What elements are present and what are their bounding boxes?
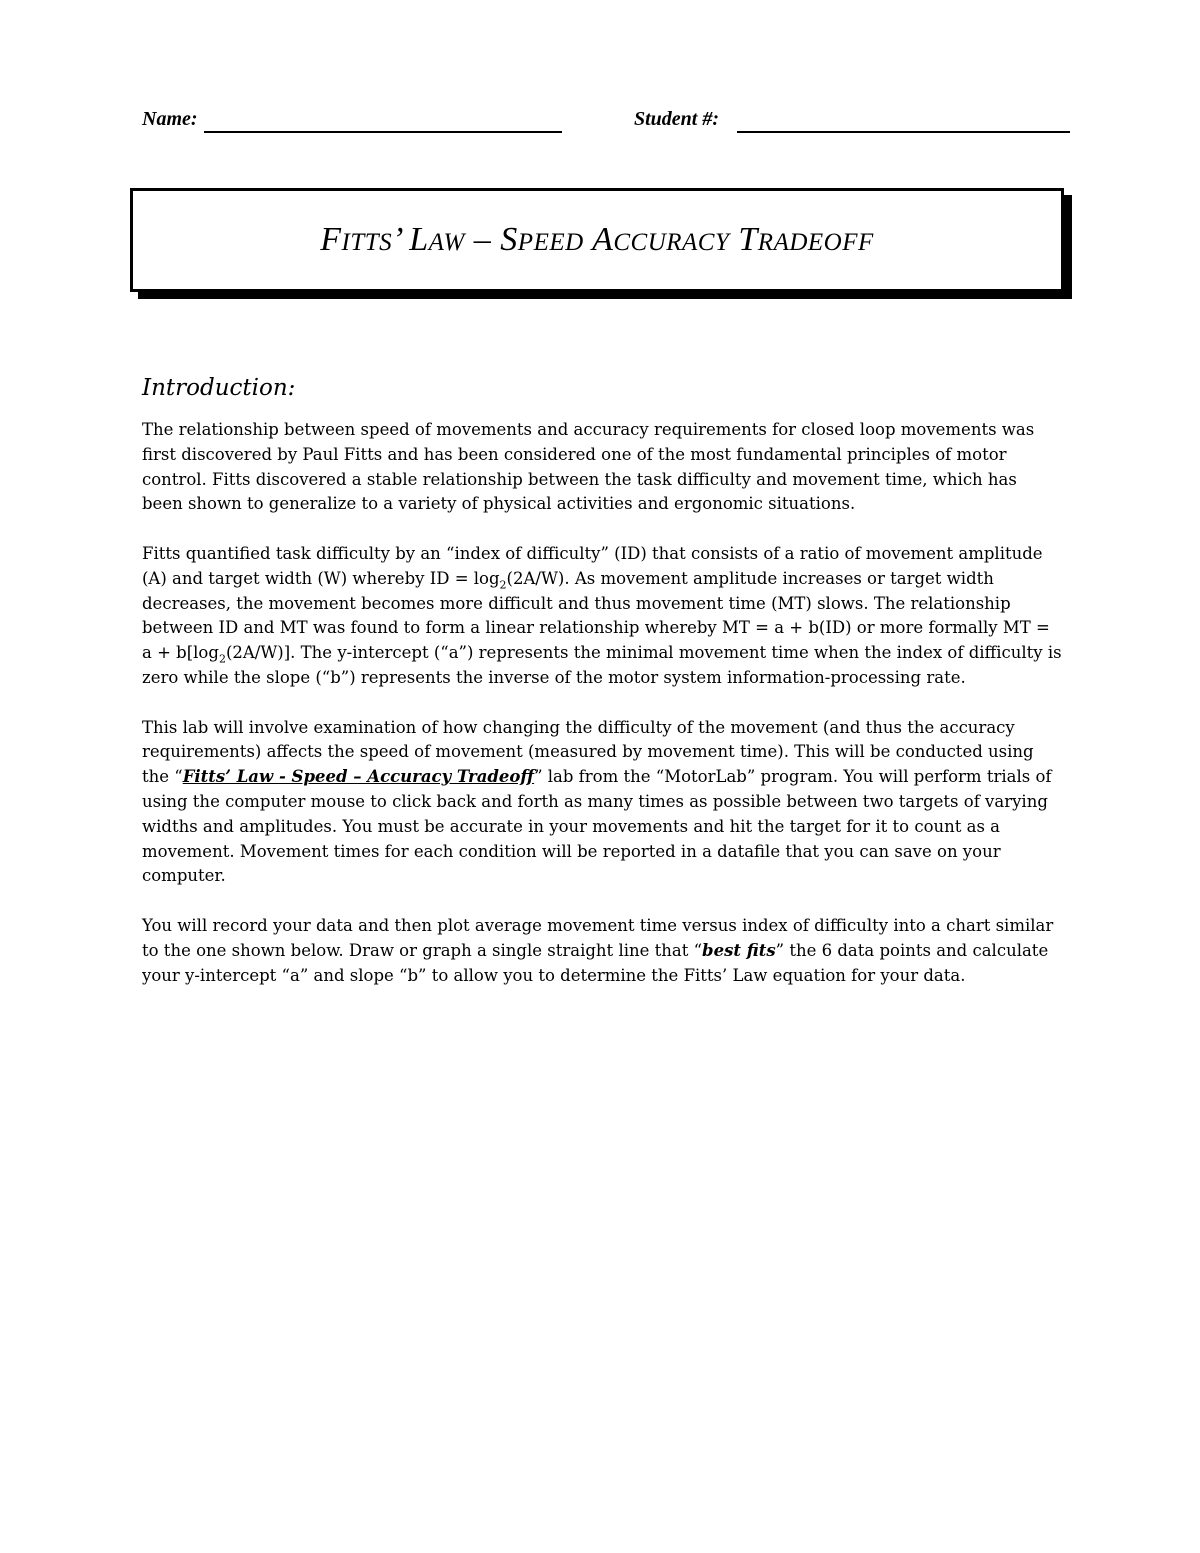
title-box (130, 188, 1064, 292)
introduction-body (142, 418, 1062, 1013)
introduction-heading: Introduction: (142, 375, 296, 402)
student-number-label: Student #: (634, 108, 720, 130)
student-info-header (142, 108, 1072, 138)
student-number-blank-line[interactable] (737, 131, 1070, 133)
best-fits-emphasis: best fits (702, 940, 776, 960)
paragraph-2: Fitts quantified task difficulty by an “index of difficulty” (ID) that consists of a ratio of movement amplitude (A) and target width (W) whereby ID = $\log_2(2A/W)$. As movement amplitude increases or target width decreases, the movement becomes more difficult and thus movement time (MT) slows. The relationship between ID and MT was found to form a linear relationship whereby MT = a + b(ID) or more formally MT = $a + b[\log_2(2A/W)]$. The y-intercept (“a”) represents the minimal movement time when the index of difficulty is zero while the slope (“b”) represents the inverse of the motor system information-processing rate. (142, 543, 1062, 687)
paragraph-1: The relationship between speed of movements and accuracy requirements for closed loop movements was first discovered by Paul Fitts and has been considered one of the most fundamental principles of motor control. Fitts discovered a stable relationship between the task difficulty and movement time, which has been shown to generalize to a variety of physical activities and ergonomic situations. (142, 420, 1035, 514)
name-blank-line[interactable] (204, 131, 562, 133)
document-title: FITTS’ LAW – SPEED ACCURACY TRADEOFF (320, 221, 874, 258)
lab-title-link: Fitts’ Law - Speed – Accuracy Tradeoff (182, 767, 535, 787)
name-label: Name: (142, 108, 198, 130)
paragraph-4: You will record your data and then plot average movement time versus index of difficulty into a chart similar to the one shown below. Draw or graph a single straight line that “best fits” the 6 data points and calculate your y-intercept “a” and slope “b” to allow you to determine the Fitts’ Law equation for your data. (142, 915, 1054, 985)
paragraph-3: This lab will involve examination of how changing the difficulty of the movement (and thus the accuracy requirements) affects the speed of movement (measured by movement time). This will be conducted using the “Fitts’ Law - Speed – Accuracy Tradeoff” lab from the “MotorLab” program. You will perform trials of using the computer mouse to click back and forth as many times as possible between two targets of varying widths and amplitudes. You must be accurate in your movements and hit the target for it to count as a movement. Movement times for each condition will be reported in a datafile that you can save on your computer. (142, 717, 1052, 886)
